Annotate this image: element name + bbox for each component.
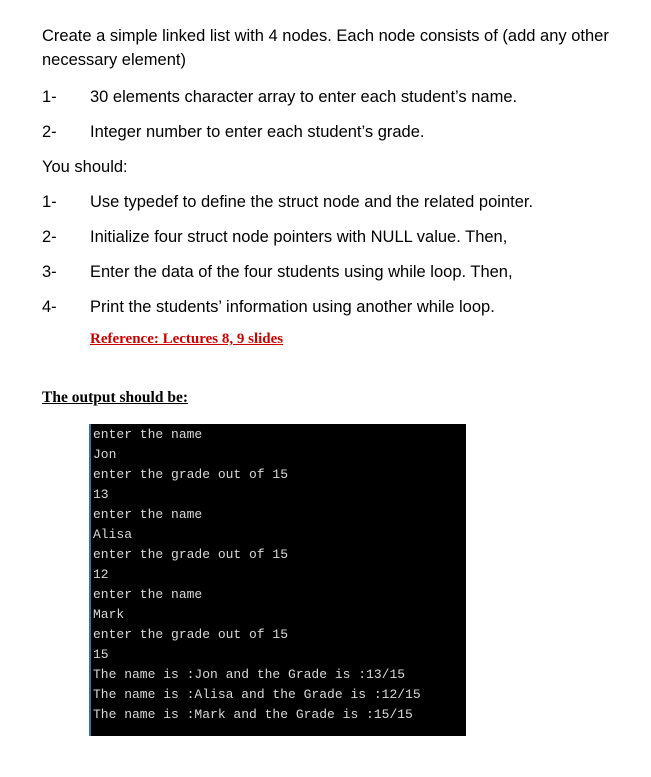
intro-paragraph: Create a simple linked list with 4 nodes. Each node consists of (add any other necessary element) [42, 27, 609, 69]
console-line: enter the name [93, 427, 203, 442]
console-line: 13 [93, 487, 109, 502]
task-text: Enter the data of the four students using while loop. Then, [90, 263, 513, 281]
console-line: 15 [93, 647, 109, 662]
reference-link[interactable]: Reference: Lectures 8, 9 slides [90, 331, 284, 347]
task-number: 4- [42, 298, 57, 316]
task-number: 1- [42, 193, 57, 211]
task-text: Print the students’ information using another while loop. [90, 298, 495, 316]
console-output [89, 424, 466, 736]
console-line: The name is :Alisa and the Grade is :12/15 [93, 687, 421, 702]
console-line: The name is :Jon and the Grade is :13/15 [93, 667, 406, 682]
output-heading: The output should be: [42, 389, 189, 406]
task-number: 3- [42, 263, 57, 281]
console-line: Alisa [93, 527, 133, 542]
element-number: 2- [42, 123, 57, 141]
console-line: enter the name [93, 507, 203, 522]
console-line: The name is :Mark and the Grade is :15/15 [93, 707, 413, 722]
console-line: Jon [93, 447, 117, 462]
console-line: enter the grade out of 15 [93, 547, 289, 562]
console-line: enter the grade out of 15 [93, 467, 289, 482]
element-number: 1- [42, 88, 57, 106]
task-number: 2- [42, 228, 57, 246]
task-text: Use typedef to define the struct node and the related pointer. [90, 193, 534, 211]
console-line: Mark [93, 607, 125, 622]
you-should-label: You should: [42, 158, 128, 176]
console-line: enter the grade out of 15 [93, 627, 289, 642]
element-text: 30 elements character array to enter each student’s name. [90, 88, 518, 106]
element-text: Integer number to enter each student’s grade. [90, 123, 425, 141]
console-line: enter the name [93, 587, 203, 602]
task-text: Initialize four struct node pointers with NULL value. Then, [90, 228, 508, 246]
console-line: 12 [93, 567, 109, 582]
